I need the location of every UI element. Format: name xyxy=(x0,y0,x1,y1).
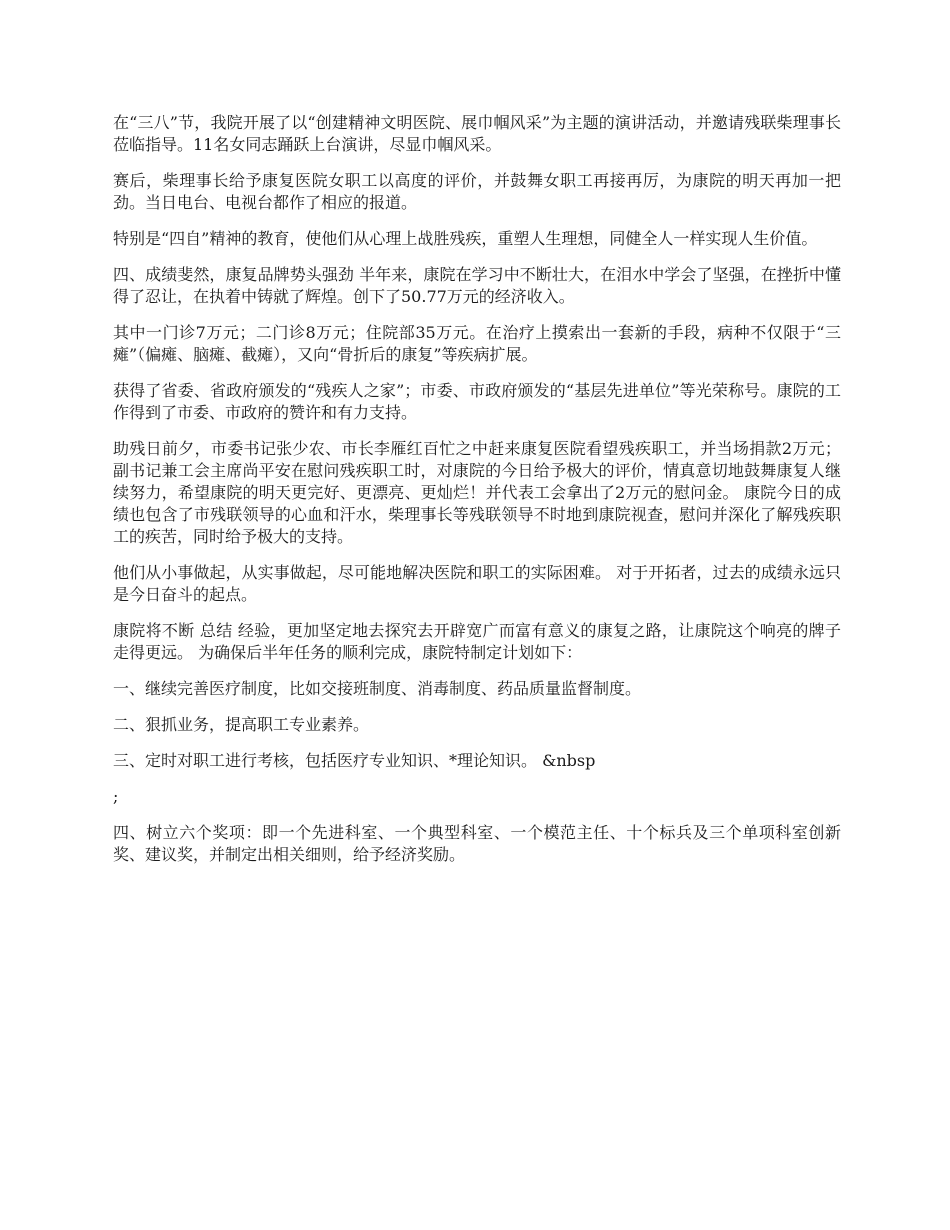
list-item: 二、狠抓业务，提高职工专业素养。 xyxy=(113,715,370,734)
paragraph: 四、成绩斐然，康复品牌势头强劲 半年来，康院在学习中不断壮大，在泪水中学会了坚强，在挫折中懂得了忍让，在执着中铸就了辉煌。创下了50.77万元的经济收入。 xyxy=(113,265,841,306)
paragraph: 康院将不断 总结 经验，更加坚定地去探究去开辟宽广而富有意义的康复之路，让康院这个响亮的牌子走得更远。 为确保后半年任务的顺利完成，康院特制定计划如下： xyxy=(113,621,841,662)
paragraph: 助残日前夕，市委书记张少农、市长李雁红百忙之中赶来康复医院看望残疾职工，并当场捐款2万元；副书记兼工会主席尚平安在慰问残疾职工时，对康院的今日给予极大的评价，情真意切地鼓舞康复人继续努力，希望康院的明天更完好、更漂亮、更灿烂！并代表工会拿出了2万元的慰问金。 康院今日的成绩也包含了市残联领导的心血和汗水，柴理事长等残联领导不时地到康院视查，慰问并深化了解残疾职工的疾苦，同时给予极大的支持。 xyxy=(113,439,841,546)
paragraph: 他们从小事做起，从实事做起，尽可能地解决医院和职工的实际困难。 对于开拓者，过去的成绩永远只是今日奋斗的起点。 xyxy=(113,563,841,604)
list-item: 一、继续完善医疗制度，比如交接班制度、消毒制度、药品质量监督制度。 xyxy=(113,679,642,698)
paragraph: 特别是“四自”精神的教育，使他们从心理上战胜残疾，重塑人生理想，同健全人一样实现人生价值。 xyxy=(113,229,818,248)
list-item: 三、定时对职工进行考核，包括医疗专业知识、*理论知识。 &nbsp xyxy=(113,751,596,770)
paragraph: 在“三八”节，我院开展了以“创建精神文明医院、展巾帼风采”为主题的演讲活动，并邀请残联柴理事长莅临指导。11名女同志踊跃上台演讲，尽显巾帼风采。 xyxy=(113,113,841,154)
paragraph: 获得了省委、省政府颁发的“残疾人之家”；市委、市政府颁发的“基层先进单位”等光荣称号。康院的工作得到了市委、市政府的赞许和有力支持。 xyxy=(113,381,841,422)
paragraph: ; xyxy=(113,787,119,806)
list-item: 四、树立六个奖项：即一个先进科室、一个典型科室、一个模范主任、十个标兵及三个单项科室创新奖、建议奖，并制定出相关细则，给予经济奖励。 xyxy=(113,823,841,864)
document-body xyxy=(113,112,841,880)
paragraph: 赛后，柴理事长给予康复医院女职工以高度的评价，并鼓舞女职工再接再厉，为康院的明天再加一把劲。当日电台、电视台都作了相应的报道。 xyxy=(113,171,841,212)
paragraph: 其中一门诊7万元；二门诊8万元；住院部35万元。在治疗上摸索出一套新的手段，病种不仅限于“三瘫”（偏瘫、脑瘫、截瘫），又向“骨折后的康复”等疾病扩展。 xyxy=(113,323,841,364)
